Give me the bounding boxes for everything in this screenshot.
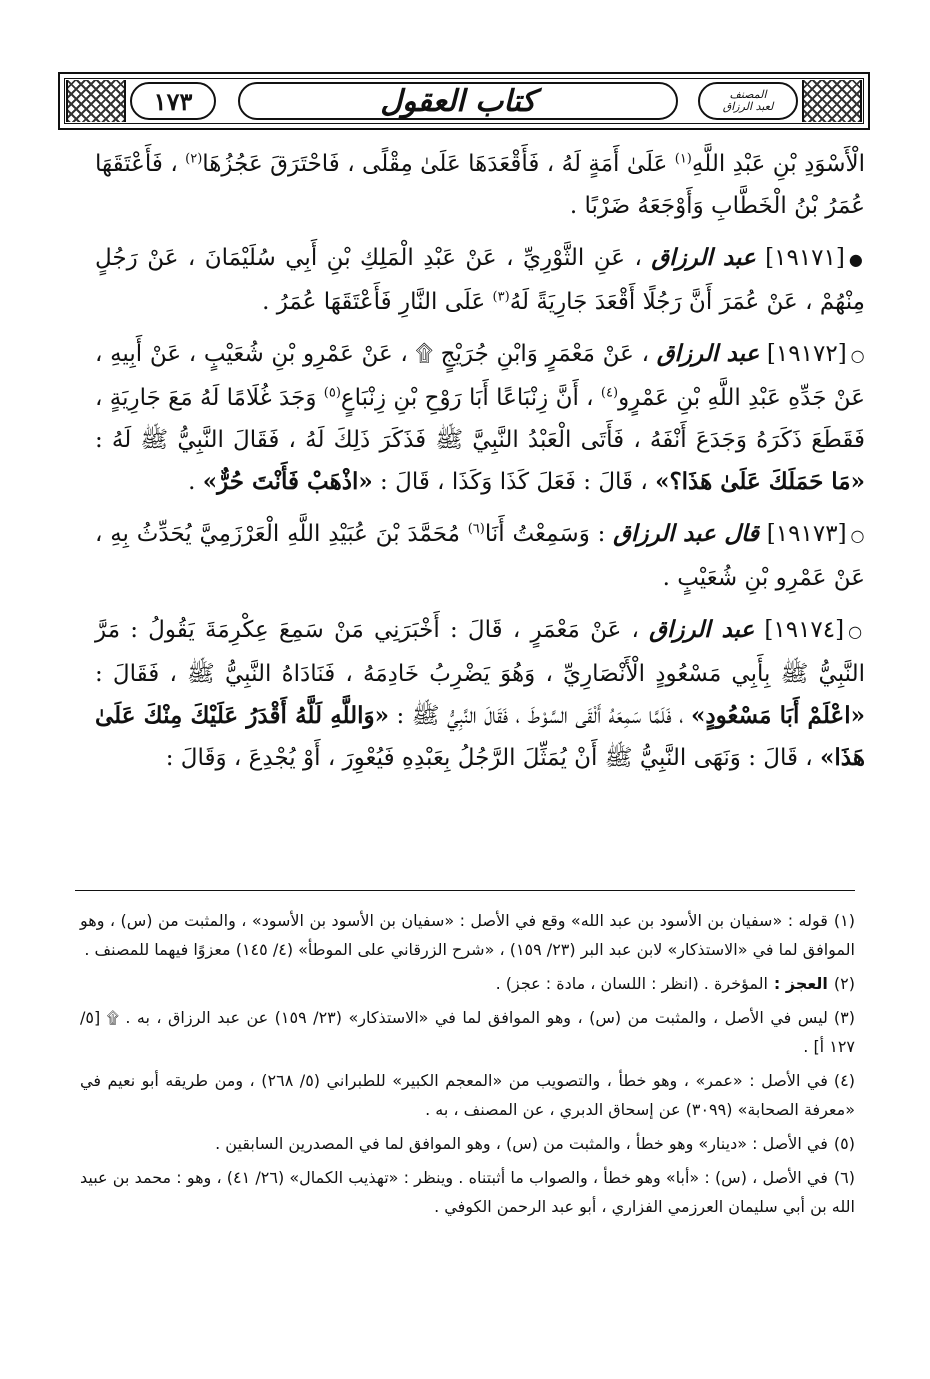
prophet-quote: «اعْلَمْ أَبَا مَسْعُودٍ»	[690, 702, 865, 729]
bullet-marker: ●	[848, 250, 865, 269]
hadith-19173: ○[١٩١٧٣] قال عبد الرزاق : وَسَمِعْتُ أَنَا$^{(٦)}$ مُحَمَّدَ بْنَ عُبَيْدِ اللَّهِ الْعَرْزَمِيَّ يُحَدِّثُ بِهِ ، عَنْ عَمْرِو بْنِ شُعَيْبٍ .	[95, 520, 865, 591]
chapter-title: كتاب العقول	[380, 83, 536, 119]
hadith-number: [١٩١٧٢]	[766, 341, 847, 367]
footnote-label: (٣)	[833, 1008, 855, 1027]
page-number-frame	[130, 82, 216, 120]
book-logo	[698, 82, 798, 120]
footnote-text: في الأصل ، (س) : «أبا» وهو خطأ ، والصواب ما أثبتناه . وينظر : «تهذيب الكمال» (٢٦/ ٤١) ، وهو : محمد بن عبيد الله بن أبي سليمان العرزمي الفزاري ، أبو عبد الرحمن الكوفي .	[80, 1168, 855, 1216]
hadith-19172: ○[١٩١٧٢] عبد الرزاق ، عَنْ مَعْمَرٍ وَابْنِ جُرَيْجٍ ۩ ، عَنْ عَمْرِو بْنِ شُعَيْبٍ ، عَنْ أَبِيهِ ، عَنْ جَدِّهِ عَبْدِ اللَّهِ بْنِ عَمْرٍو$^{(٤)}$ ، أَنَّ زِنْبَاعًا أَبَا رَوْحِ بْنِ زِنْبَاعٍ$^{(٥)}$ وَجَدَ غُلَامًا لَهُ مَعَ جَارِيَةٍ ، فَقَطَعَ ذَكَرَهُ وَجَدَعَ أَنْفَهُ ، فَأَتَى الْعَبْدُ النَّبِيَّ ﷺ فَذَكَرَ ذَلِكَ لَهُ ، فَقَالَ النَّبِيُّ ﷺ لَهُ : «مَا حَمَلَكَ عَلَىٰ هَذَا؟» ، قَالَ : فَعَلَ كَذَا وَكَذَا ، قَالَ : «اذْهَبْ فَأَنْتَ حُرٌّ» .	[95, 340, 866, 495]
header-ornament-left	[66, 80, 126, 122]
logo-line-2: لعبد الرزاق	[722, 100, 774, 113]
footnote-ref: (١)	[674, 151, 692, 167]
footnote-text: المؤخرة . (انظر : اللسان ، مادة : عجز) .	[495, 974, 768, 993]
footnote-6	[80, 1163, 855, 1221]
footnote-ref: (٥)	[323, 385, 341, 401]
hadith-19171: ●[١٩١٧١] عبد الرزاق ، عَنِ الثَّوْرِيِّ ، عَنْ عَبْدِ الْمَلِكِ بْنِ أَبِي سُلَيْمَانَ ، عَنْ رَجُلٍ مِنْهُمْ ، عَنْ عُمَرَ أَنَّ رَجُلًا أَقْعَدَ جَارِيَةً لَهُ$^{(٣)}$ عَلَى النَّارِ فَأَعْتَقَهَا عُمَرُ .	[95, 244, 865, 315]
hadith-19174: ○[١٩١٧٤] عبد الرزاق ، عَنْ مَعْمَرٍ ، قَالَ : أَخْبَرَنِي مَنْ سَمِعَ عِكْرِمَةَ يَقُولُ : مَرَّ النَّبِيُّ ﷺ بِأَبِي مَسْعُودٍ الْأَنْصَارِيِّ ، وَهُوَ يَضْرِبُ خَادِمَهُ ، فَنَادَاهُ النَّبِيُّ ﷺ ، فَقَالَ : «اعْلَمْ أَبَا مَسْعُودٍ» ، فَلَمَّا سَمِعَهُ أَلْقَى السَّوْطَ ، فَقَالَ النَّبِيُّ ﷺ : «وَاللَّهِ لَلَّهُ أَقْدَرُ عَلَيْكَ مِنْكَ عَلَىٰ هَذَا» ، قَالَ : وَنَهَى النَّبِيُّ ﷺ أَنْ يُمَثِّلَ الرَّجُلُ بِعَبْدِهِ فَيُعْوِرَ ، أَوْ يُجْدِعَ ، وَقَالَ :	[95, 616, 865, 771]
footnote-text: ليس في الأصل ، والمثبت من (س) ، وهو الموافق لما في «الاستذكار» (٢٣/ ١٥٩) عن عبد الرزاق ، به . ۩ [٥/ ١٢٧ أ] .	[80, 1008, 855, 1056]
circle-marker: ○	[850, 526, 865, 545]
paragraph-intro: الْأَسْوَدِ بْنِ عَبْدِ اللَّهِ$^{(١)}$ عَلَىٰ أَمَةٍ لَهُ ، فَأَقْعَدَهَا عَلَىٰ مِقْلًى ، فَاحْتَرَقَ عَجُزُهَا$^{(٢)}$ ، فَأَعْتَقَهَا عُمَرُ بْنُ الْخَطَّابِ وَأَوْجَعَهُ ضَرْبًا .	[95, 151, 865, 219]
footnote-text: في الأصل : «دينار» وهو خطأ ، والمثبت من (س) ، وهو الموافق لما في المصدرين السابقين .	[215, 1134, 828, 1153]
footnote-ref: (٣)	[492, 289, 510, 305]
footnote-label: (١)	[833, 911, 855, 930]
chapter-title-frame	[238, 82, 678, 120]
footnote-separator	[75, 890, 855, 891]
footnote-2	[80, 969, 855, 998]
main-text	[95, 143, 865, 789]
author-name: عبد الرزاق	[656, 340, 760, 367]
footnote-5	[80, 1129, 855, 1158]
circle-marker: ○	[848, 622, 865, 641]
header-ornament-right	[802, 80, 862, 122]
footnote-text: قوله : «سفيان بن الأسود بن عبد الله» وقع في الأصل : «سفيان بن الأسود بن الأسود» ، والمثبت من (س) ، وهو الموافق لما في «الاستذكار» لابن عبد البر (٢٣/ ١٥٩) ، «شرح الزرقاني على الموطأ» (٤/ ١٤٥) معزوًا فيهما للمصنف .	[80, 911, 855, 959]
page-number: ١٧٣	[153, 86, 193, 116]
footnote-label: (٦)	[833, 1168, 855, 1187]
footnote-1	[80, 906, 855, 964]
hadith-number: [١٩١٧٣]	[766, 521, 847, 547]
hadith-number: [١٩١٧٤]	[764, 617, 845, 643]
footnote-3	[80, 1003, 855, 1061]
footnote-4	[80, 1066, 855, 1124]
footnote-ref: (٢)	[185, 151, 203, 167]
prophet-quote: «مَا حَمَلَكَ عَلَىٰ هَذَا؟»	[655, 468, 865, 495]
footnote-text: في الأصل : «عمر» ، وهو خطأ ، والتصويب من «المعجم الكبير» للطبراني (٥/ ٢٦٨) ، ومن طريقه أبو نعيم في «معرفة الصحابة» (٣٠٩٩) عن إسحاق الدبري ، عن المصنف ، به .	[80, 1071, 855, 1119]
footnote-ref: (٤)	[600, 385, 619, 401]
prophet-quote: «اذْهَبْ فَأَنْتَ حُرٌّ»	[202, 468, 373, 495]
logo-line-1: المصنف	[729, 88, 767, 101]
author-name: عبد الرزاق	[649, 616, 755, 643]
footnote-term: العجز :	[773, 974, 828, 993]
footnote-label: (٥)	[833, 1134, 855, 1153]
footnote-label: (٢)	[833, 974, 855, 993]
author-name: قال عبد الرزاق	[613, 520, 759, 547]
footnote-ref: (٦)	[467, 521, 485, 537]
footnote-label: (٤)	[833, 1071, 855, 1090]
footnotes	[80, 906, 855, 1226]
hadith-number: [١٩١٧١]	[765, 245, 845, 271]
prophet-quote: «وَاللَّهِ لَلَّهُ أَقْدَرُ عَلَيْكَ مِنْكَ عَلَىٰ هَذَا»	[95, 702, 865, 771]
circle-marker: ○	[850, 346, 865, 365]
page-header	[58, 72, 870, 130]
author-name: عبد الرزاق	[651, 244, 756, 271]
